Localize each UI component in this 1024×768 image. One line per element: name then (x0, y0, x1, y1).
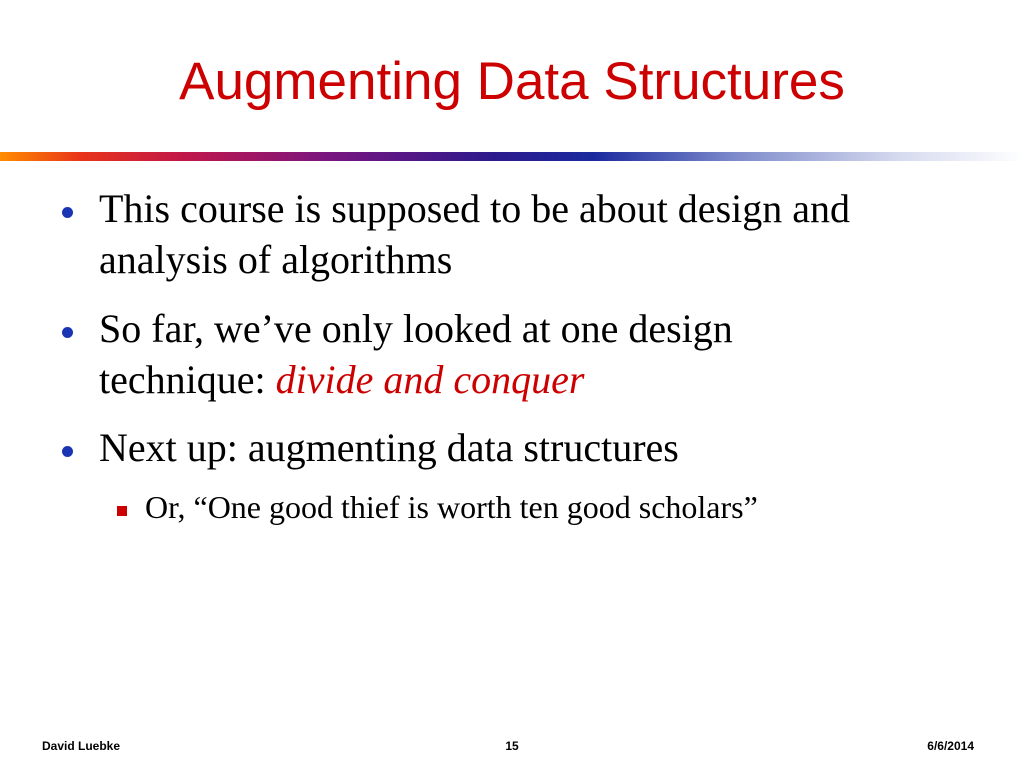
bullet-2-emphasis: divide and conquer (275, 357, 585, 402)
bullet-3-line-1: Next up: augmenting data structures (99, 425, 679, 470)
sub-bullet-text: Or, “One good thief is worth ten good scholars” (145, 489, 758, 525)
footer-author: David Luebke (42, 739, 121, 753)
bullet-dot-icon (62, 446, 73, 457)
bullet-text-2 (99, 303, 979, 405)
footer-date: 6/6/2014 (927, 739, 974, 753)
bullet-2-line-2-prefix: technique: (99, 357, 276, 402)
bullet-text-3 (99, 422, 979, 473)
bullet-1-line-2: analysis of algorithms (99, 237, 453, 282)
sub-bullet-square-icon (117, 506, 127, 516)
bullet-dot-icon (62, 207, 73, 218)
slide-title: Augmenting Data Structures (179, 52, 845, 111)
bullet-dot-icon (62, 327, 73, 338)
bullet-text-1 (99, 183, 979, 285)
footer-page-number: 15 (505, 739, 519, 753)
bullet-1-line-1: This course is supposed to be about design and (99, 186, 850, 231)
bullet-2-line-1: So far, we’ve only looked at one design (99, 306, 733, 351)
